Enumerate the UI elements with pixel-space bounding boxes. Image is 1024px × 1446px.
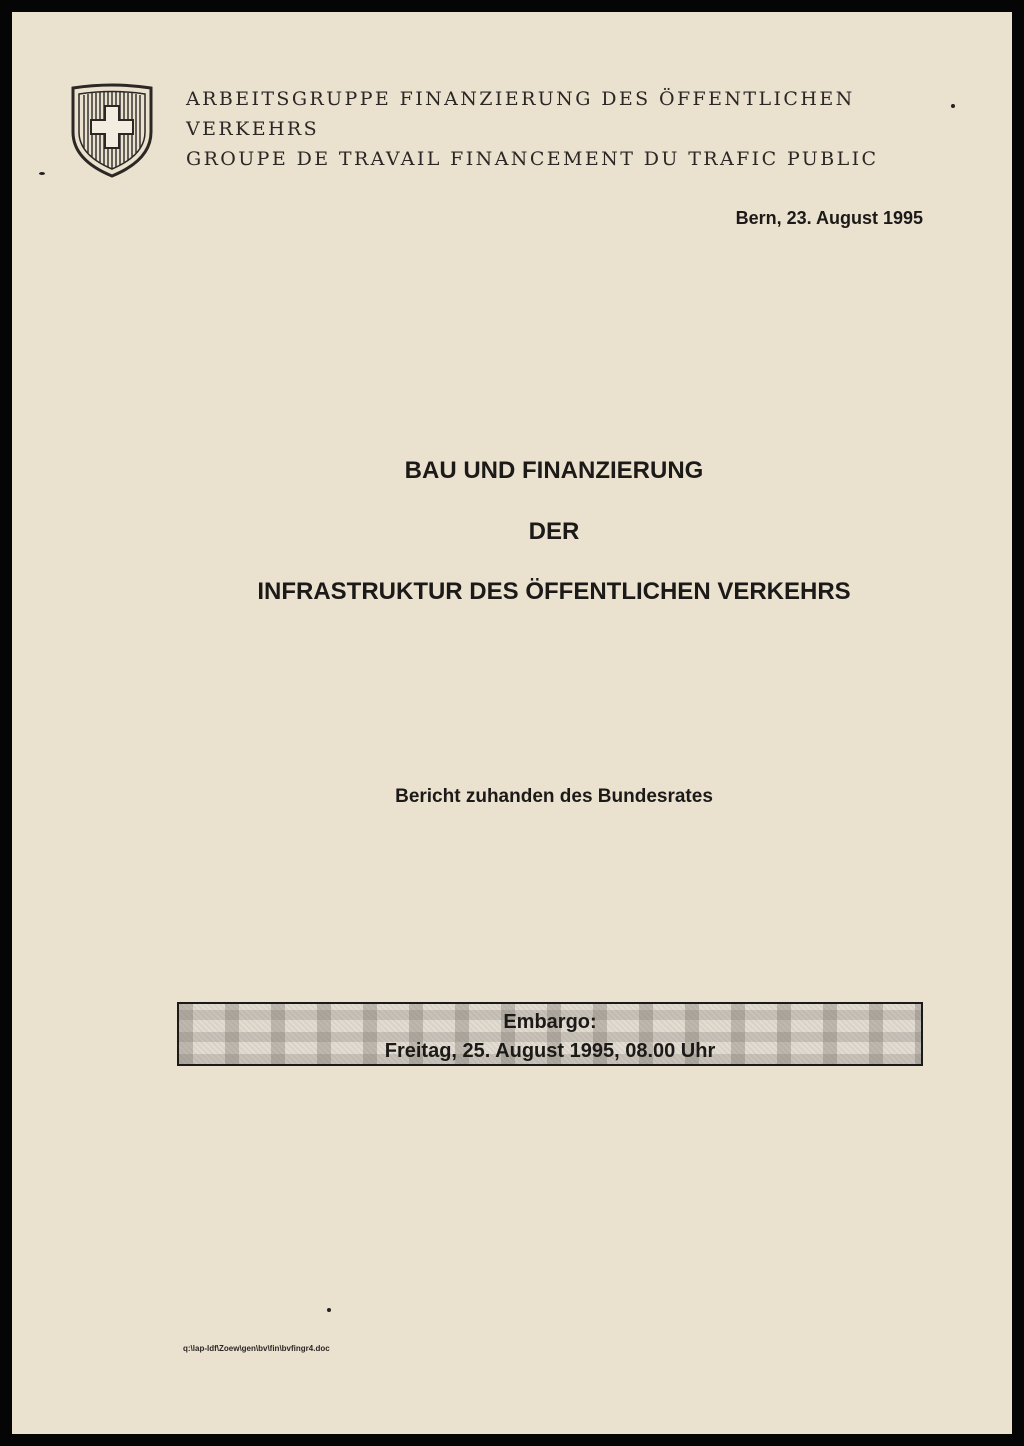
org-line-german-cont: VERKEHRS — [186, 118, 320, 140]
scan-speck — [39, 172, 45, 175]
file-path-footer: q:\lap-ldf\Zoew\gen\bv\fin\bvfingr4.doc — [183, 1344, 330, 1353]
embargo-box — [177, 1002, 923, 1066]
title-line-3: INFRASTRUKTUR DES ÖFFENTLICHEN VERKEHRS — [257, 578, 851, 605]
embargo-datetime: Freitag, 25. August 1995, 08.00 Uhr — [384, 1040, 716, 1062]
document-date: Bern, 23. August 1995 — [735, 208, 923, 228]
title-line-2: DER — [528, 518, 580, 545]
org-line-french: GROUPE DE TRAVAIL FINANCEMENT DU TRAFIC PUBLIC — [186, 148, 879, 170]
document-page — [12, 12, 1012, 1434]
scan-speck — [327, 1308, 331, 1312]
title-line-1: BAU UND FINANZIERUNG — [404, 457, 704, 484]
swiss-coat-of-arms-icon — [67, 82, 157, 180]
report-subtitle: Bericht zuhanden des Bundesrates — [395, 786, 713, 807]
org-line-german: ARBEITSGRUPPE FINANZIERUNG DES ÖFFENTLICHEN — [186, 88, 855, 110]
scan-speck — [951, 104, 955, 108]
embargo-label: Embargo: — [503, 1011, 597, 1033]
organization-header — [186, 84, 878, 174]
